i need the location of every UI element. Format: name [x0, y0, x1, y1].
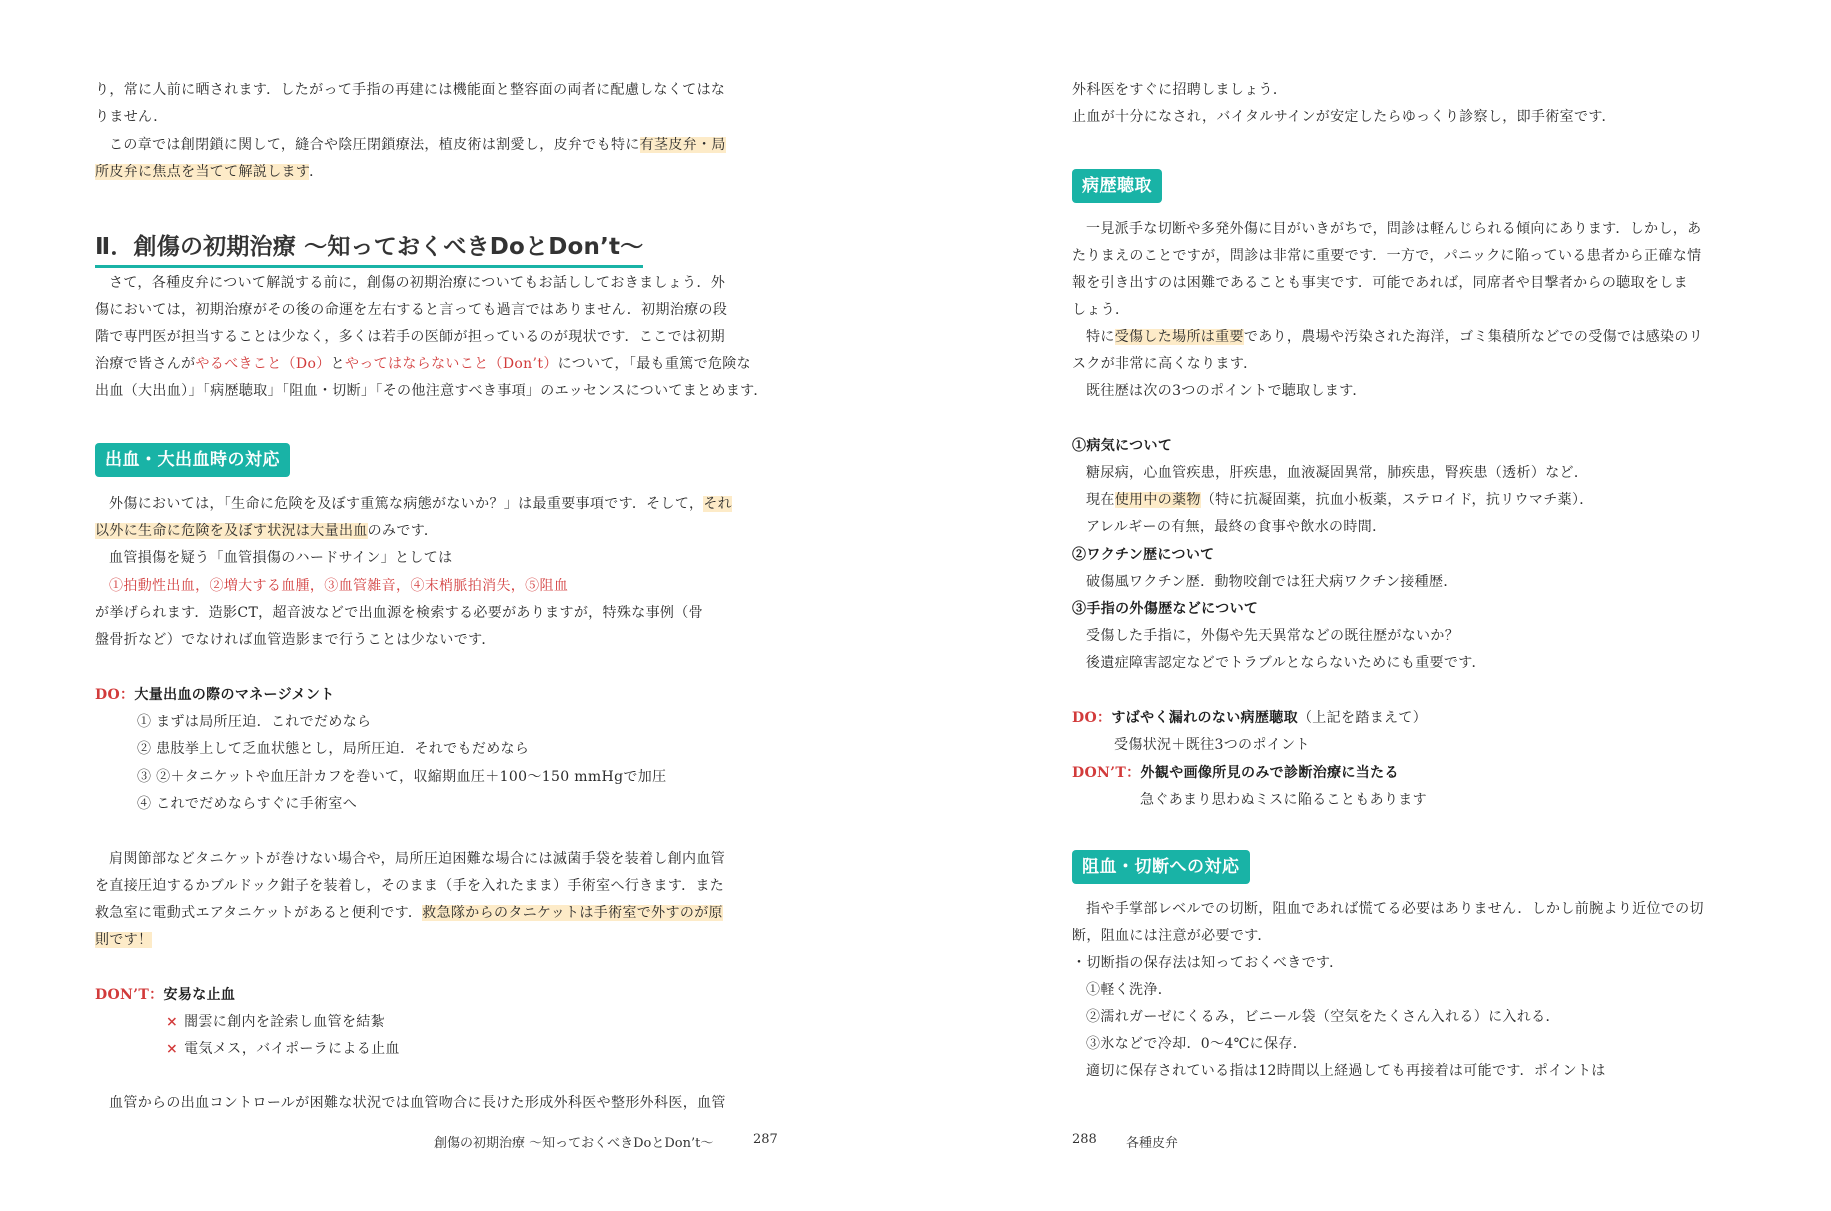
preservation-step: ①軽く洗浄． — [1086, 982, 1173, 998]
paragraph-line: 階で専門医が担当することは少なく，多くは若手の医師が担っているのが現状です．ここでは初期 — [95, 329, 725, 345]
paragraph-line: 盤骨折など）でなければ血管造影まで行うことは少ないです． — [95, 632, 496, 648]
paragraph-line: 後遺症障害認定などでトラブルとならないためにも重要です． — [1086, 655, 1486, 671]
intro-paragraph-2-line-2: 所皮弁に焦点を当てて解説します． — [95, 164, 324, 180]
paragraph-line: 肩関節部などタニケットが巻けない場合や，局所圧迫困難な場合には滅菌手袋を装着し創内血管 — [109, 851, 726, 867]
do-item: ① まずは局所圧迫．これでだめなら — [137, 714, 372, 730]
highlight-text: 所皮弁に焦点を当てて解説します — [95, 164, 310, 180]
paragraph-line: 指や手掌部レベルでの切断，阻血であれば慌てる必要はありません．しかし前腕より近位での切 — [1086, 901, 1704, 917]
do-heading: DO：大量出血の際のマネージメント — [95, 687, 335, 703]
paragraph-line — [95, 930, 152, 950]
do-item: ④ これでだめならすぐに手術室へ — [137, 796, 358, 812]
paragraph-line: 血管損傷を疑う「血管損傷のハードサイン」としては — [109, 550, 453, 566]
preservation-step: ②濡れガーゼにくるみ，ビニール袋（空気をたくさん入れる）に入れる． — [1086, 1009, 1560, 1025]
intro-line-2: りません． — [95, 109, 168, 125]
subheading-injury-history: ③手指の外傷歴などについて — [1072, 601, 1259, 617]
subheading-vaccine: ②ワクチン歴について — [1072, 547, 1215, 563]
paragraph-line: 糖尿病，心血管疾患，肝疾患，血液凝固異常，肺疾患，腎疾患（透析）など． — [1086, 465, 1589, 481]
paragraph-line: スクが非常に高くなります． — [1072, 356, 1258, 372]
highlight-text: 受傷した場所は重要 — [1114, 329, 1244, 345]
paragraph-line: ・切断指の保存法は知っておくべきです． — [1072, 955, 1344, 971]
paragraph-line: 現在使用中の薬物（特に抗凝固薬，抗血小板薬，ステロイド，抗リウマチ薬）． — [1086, 492, 1594, 508]
section-badge-history: 病歴聴取 — [1072, 169, 1162, 203]
paragraph-line: 破傷風ワクチン歴．動物咬創では狂犬病ワクチン接種歴． — [1086, 574, 1458, 590]
intro-line-1: り，常に人前に晒されます．したがって手指の再建には機能面と整容面の両者に配慮しなくてはな — [95, 82, 726, 98]
cross-icon: × — [166, 1041, 179, 1057]
dont-heading: DON’T：外観や画像所見のみで診断治療に当たる — [1072, 765, 1399, 781]
paragraph-line: 血管からの出血コントロールが困難な状況では血管吻合に長けた形成外科医や整形外科医，血管 — [109, 1095, 726, 1111]
paragraph-line: 救急室に電動式エアタニケットがあると便利です．救急隊からのタニケットは手術室で外すのが原 — [95, 905, 723, 921]
highlight-text: 使用中の薬物 — [1114, 492, 1201, 508]
paragraph-line: 特に受傷した場所は重要であり，農場や汚染された海洋，ゴミ集積所などでの受傷では感染のリ — [1086, 329, 1704, 345]
do-emphasis: やるべきこと（Do） — [195, 356, 331, 372]
left-page — [0, 0, 915, 1211]
paragraph-line: 報を引き出すのは困難であることも事実です．可能であれば，同席者や目撃者からの聴取をしま — [1072, 275, 1688, 291]
highlight-text: 有茎皮弁・局 — [639, 137, 726, 153]
highlight-text: 則です！ — [95, 932, 153, 948]
right-page — [915, 0, 1831, 1211]
do-item: ② 患肢挙上して乏血状態とし，局所圧迫．それでもだめなら — [137, 741, 530, 757]
paragraph-line: を直接圧迫するかブルドック鉗子を装着し，そのまま（手を入れたまま）手術室へ行きます．また — [95, 878, 725, 894]
chapter-heading: Ⅱ．創傷の初期治療 〜知っておくべきDoとDon’t〜 — [95, 228, 643, 268]
dont-item: × 闇雲に創内を詮索し血管を結紮 — [166, 1014, 385, 1030]
do-item: ③ ②＋タニケットや血圧計カフを巻いて，収縮期血圧＋100〜150 mmHgで加圧 — [137, 769, 667, 785]
highlight-text: それ — [703, 496, 733, 512]
paragraph-line: 出血（大出血）」「病歴聴取」「阻血・切断」「その他注意すべき事項」のエッセンスについてまとめます． — [95, 383, 768, 399]
paragraph-line: 適切に保存されている指は12時間以上経過しても再接着は可能です．ポイントは — [1086, 1063, 1606, 1079]
highlight-text: 以外に生命に危険を及ぼす状況は大量出血 — [95, 523, 368, 539]
paragraph-line: 以外に生命に危険を及ぼす状況は大量出血のみです． — [95, 523, 439, 539]
paragraph-line: 外傷においては，「生命に危険を及ぼす重篤な病態がないか？」は最重要事項です．そして，それ — [109, 496, 733, 512]
dont-emphasis: やってはならないこと（Don’t） — [344, 356, 558, 372]
section-badge-amputation: 阻血・切断への対応 — [1072, 850, 1250, 884]
paragraph-line: 治療で皆さんがやるべきこと（Do）とやってはならないこと（Don’t）について，「最も重篤で危険な — [95, 356, 752, 372]
do-heading: DO：すばやく漏れのない病歴聴取（上記を踏まえて） — [1072, 710, 1428, 726]
subheading-disease: ①病気について — [1072, 438, 1173, 454]
paragraph-line: 一見派手な切断や多発外傷に目がいきがちで，問診は軽んじられる傾向にあります．しかし，あ — [1086, 221, 1702, 237]
hard-signs-list: ①拍動性出血，②増大する血腫，③血管雑音，④末梢脈拍消失，⑤阻血 — [109, 578, 569, 594]
section-badge-bleeding: 出血・大出血時の対応 — [95, 443, 290, 477]
paragraph-line: 外科医をすぐに招聘しましょう． — [1072, 82, 1288, 98]
page-number: 287 — [753, 1132, 778, 1147]
do-label: DO： — [1072, 710, 1112, 726]
page-number: 288 — [1072, 1132, 1097, 1147]
paragraph-line: 断，阻血には注意が必要です． — [1072, 928, 1272, 944]
paragraph-line: 受傷した手指に，外傷や先天異常などの既往歴がないか？ — [1086, 628, 1460, 644]
paragraph-line: たりまえのことですが，問診は非常に重要です．一方で，パニックに陥っている患者から正確な情 — [1072, 248, 1702, 264]
intro-paragraph-2: この章では創閉鎖に関して，縫合や陰圧閉鎖療法，植皮術は割愛し，皮弁でも特に有茎皮弁・局 — [109, 137, 726, 153]
cross-icon: × — [166, 1014, 179, 1030]
highlight-text: 救急隊からのタニケットは手術室で外すのが原 — [422, 905, 723, 921]
paragraph-line: 既往歴は次の3つのポイントで聴取します． — [1086, 383, 1367, 399]
paragraph-line: さて，各種皮弁について解説する前に，創傷の初期治療についてもお話ししておきましょう．外 — [109, 275, 726, 291]
paragraph-line: しょう． — [1072, 302, 1130, 318]
paragraph-line: が挙げられます．造影CT，超音波などで出血源を検索する必要がありますが，特殊な事例（骨 — [95, 605, 703, 621]
running-footer-title: 各種皮弁 — [1126, 1136, 1179, 1151]
do-item: 受傷状況＋既往3つのポイント — [1114, 737, 1310, 753]
paragraph-line: 止血が十分になされ，バイタルサインが安定したらゆっくり診察し，即手術室です． — [1072, 109, 1616, 125]
preservation-step: ③氷などで冷却．0〜4℃に保存． — [1086, 1036, 1308, 1052]
dont-item: × 電気メス，バイポーラによる止血 — [166, 1041, 400, 1057]
paragraph-line: 傷においては，初期治療がその後の命運を左右すると言っても過言ではありません．初期治療の段 — [95, 302, 728, 318]
do-label: DO： — [95, 687, 135, 703]
dont-heading: DON’T：安易な止血 — [95, 987, 236, 1003]
running-footer-title: 創傷の初期治療 〜知っておくべきDoとDon’t〜 — [434, 1136, 714, 1151]
dont-item: 急ぐあまり思わぬミスに陥ることもあります — [1140, 792, 1427, 808]
dont-label: DON’T： — [95, 987, 164, 1003]
paragraph-line: アレルギーの有無，最終の食事や飲水の時間． — [1086, 519, 1387, 535]
dont-label: DON’T： — [1072, 765, 1141, 781]
